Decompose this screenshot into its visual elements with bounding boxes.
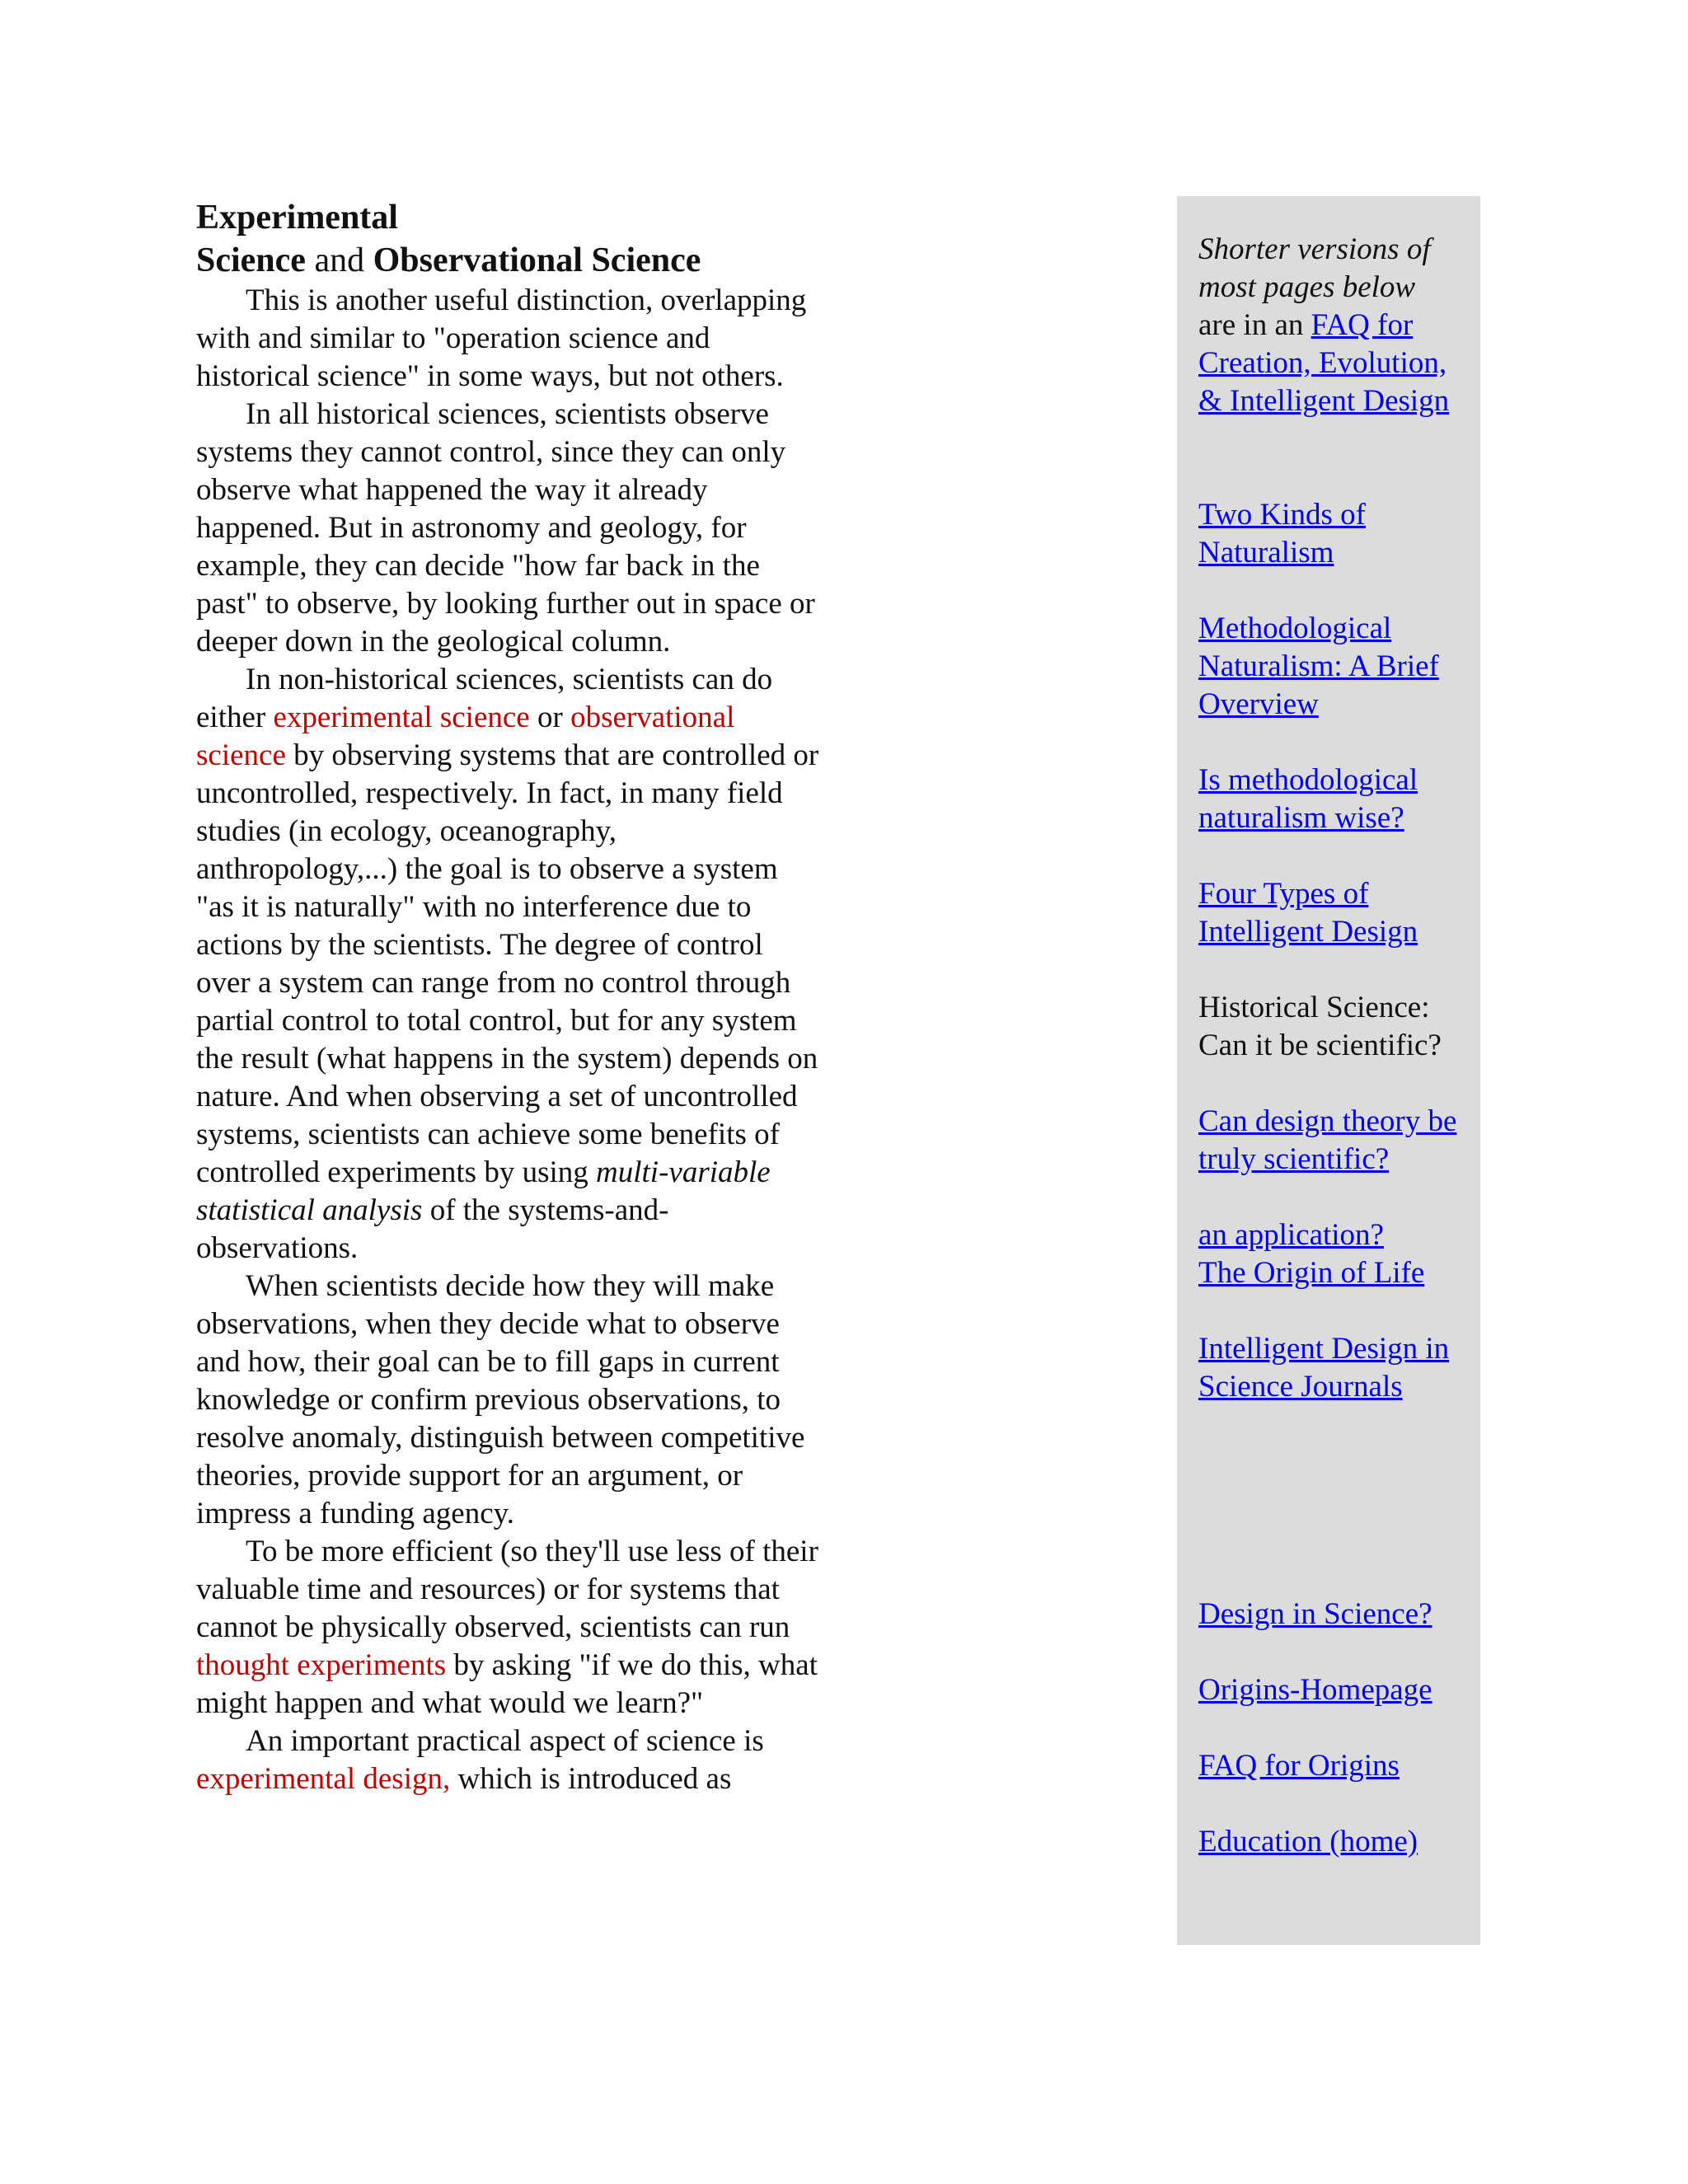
- origin-of-life-link[interactable]: The Origin of Life: [1198, 1256, 1425, 1290]
- design-theory-scientific-link[interactable]: Can design theory be truly scientific?: [1198, 1104, 1457, 1176]
- title-line2-b: Observational Science: [373, 241, 701, 279]
- faq-origins-link[interactable]: FAQ for Origins: [1198, 1749, 1400, 1783]
- sidebar-intro: [1198, 231, 1470, 420]
- faq-creation-link[interactable]: FAQ for Creation, Evolution, & Intelligent Design: [1198, 308, 1450, 418]
- an-application-link[interactable]: an application?: [1198, 1218, 1384, 1252]
- title-line2-plain: and: [305, 241, 373, 279]
- main-article: [196, 196, 823, 1798]
- p3-text-c: by observing systems that are controlled or uncontrolled, respectively. In fact, in many field studies (in ecology, oceanography, anthropology,...) the goal is to observe a system "as it is naturally" with no interference due to actions by the scientists. The degree of control over a system can range from no control through partial control to total control, but for any system the result (what happens in the system) depends on nature. And when observing a set of uncontrolled systems, scientists can achieve some benefits of controlled experiments by using: [196, 738, 819, 1189]
- sidebar: [1177, 196, 1480, 1945]
- paragraph-2: In all historical sciences, scientists observe systems they cannot control, since they can only observe what happened the way it already happened. But in astronomy and geology, for example, they can decide "how far back in the past" to observe, by looking further out in space or deeper down in the geological column.: [196, 397, 815, 658]
- methodological-naturalism-wise-link[interactable]: Is methodological naturalism wise?: [1198, 763, 1418, 835]
- p3-text-d: of the systems-and-observations.: [196, 1193, 669, 1265]
- design-science-journals-link[interactable]: Intelligent Design in Science Journals: [1198, 1332, 1450, 1404]
- sidebar-intro-plain: are in an: [1198, 308, 1311, 342]
- historical-science-label: Historical Science: Can it be scientific?: [1198, 991, 1442, 1062]
- design-in-science-link[interactable]: Design in Science?: [1198, 1597, 1432, 1631]
- experimental-design-term: experimental design,: [196, 1762, 451, 1796]
- article-title: [196, 196, 823, 282]
- four-types-design-link[interactable]: Four Types of Intelligent Design: [1198, 877, 1418, 949]
- methodological-naturalism-link[interactable]: Methodological Naturalism: A Brief Overview: [1198, 612, 1439, 721]
- sidebar-content: [1198, 231, 1470, 1861]
- paragraph-6: [196, 1722, 823, 1798]
- origins-homepage-link[interactable]: Origins-Homepage: [1198, 1673, 1432, 1707]
- two-kinds-naturalism-link[interactable]: Two Kinds of Naturalism: [1198, 498, 1366, 569]
- p3-text-a: In non-historical sciences, scientists can do either: [196, 663, 773, 734]
- p5-text-b: by asking "if we do this, what might happen and what would we learn?": [196, 1648, 818, 1720]
- education-home-link[interactable]: Education (home): [1198, 1825, 1418, 1858]
- paragraph-4: When scientists decide how they will make observations, when they decide what to observe and how, their goal can be to fill gaps in current knowledge or confirm previous observations, to resolve anomaly, distinguish between competitive theories, provide support for an argument, or impress a funding agency.: [196, 1269, 805, 1530]
- sidebar-intro-italic: Shorter versions of most pages below: [1198, 232, 1431, 304]
- title-line2-a: Science: [196, 241, 306, 279]
- paragraph-5: [196, 1533, 823, 1722]
- p6-text-b: which is introduced as: [450, 1762, 732, 1796]
- observational-science-term: observational science: [196, 701, 735, 772]
- paragraph-3: [196, 661, 823, 1268]
- experimental-science-term: experimental science: [273, 701, 530, 734]
- paragraph-1: This is another useful distinction, overlapping with and similar to "operation science and historical science" in some ways, but not others.: [196, 284, 807, 393]
- title-line1: Experimental: [196, 199, 398, 237]
- p5-text-a: To be more efficient (so they'll use less of their valuable time and resources) or for systems that cannot be physically observed, scientists can run: [196, 1535, 818, 1644]
- thought-experiments-term: thought experiments: [196, 1648, 447, 1682]
- p6-text-a: An important practical aspect of science is: [246, 1724, 764, 1758]
- statistical-analysis-term: multi-variable statistical analysis: [196, 1155, 771, 1227]
- p3-text-b: or: [529, 701, 571, 734]
